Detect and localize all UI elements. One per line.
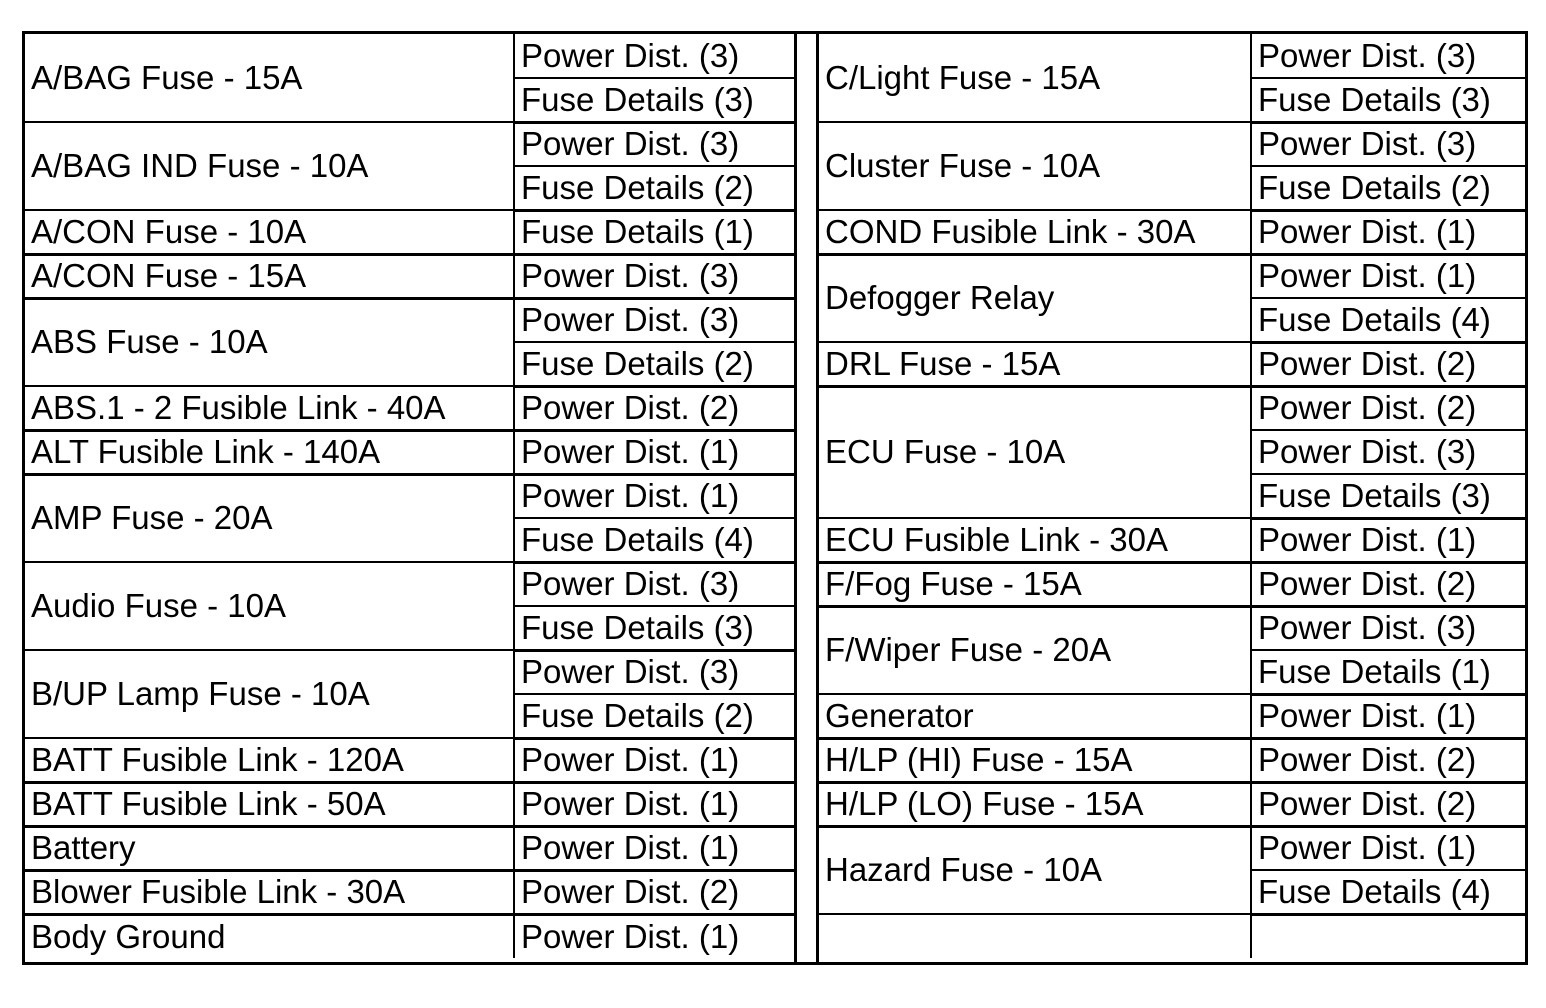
table-row: [819, 914, 1525, 958]
component-name: C/Light Fuse - 15A: [819, 34, 1251, 122]
component-name: F/Wiper Fuse - 20A: [819, 606, 1251, 694]
page-reference: Power Dist. (1): [1251, 826, 1525, 870]
table-row: [25, 870, 794, 914]
page-reference: Power Dist. (2): [1251, 782, 1525, 826]
page-reference: Power Dist. (2): [1251, 342, 1525, 386]
page-reference: Power Dist. (1): [514, 826, 794, 870]
component-name: AMP Fuse - 20A: [25, 474, 514, 562]
component-name: F/Fog Fuse - 15A: [819, 562, 1251, 606]
page-reference: Power Dist. (1): [1251, 694, 1525, 738]
page-reference: Power Dist. (3): [514, 34, 794, 78]
page-reference: Fuse Details (4): [514, 518, 794, 562]
component-name: COND Fusible Link - 30A: [819, 210, 1251, 254]
component-name: Body Ground: [25, 914, 514, 958]
table-row: [25, 782, 794, 826]
page-reference: Power Dist. (2): [514, 870, 794, 914]
component-name: Generator: [819, 694, 1251, 738]
component-name: Hazard Fuse - 10A: [819, 826, 1251, 914]
component-name: A/BAG Fuse - 15A: [25, 34, 514, 122]
page-reference: Power Dist. (3): [1251, 34, 1525, 78]
component-name: A/CON Fuse - 15A: [25, 254, 514, 298]
page-reference: Power Dist. (2): [1251, 386, 1525, 430]
component-name: A/BAG IND Fuse - 10A: [25, 122, 514, 210]
component-name: A/CON Fuse - 10A: [25, 210, 514, 254]
page-reference: Power Dist. (2): [1251, 738, 1525, 782]
table-row: [25, 254, 794, 298]
page-reference: Fuse Details (2): [1251, 166, 1525, 210]
table-row: [819, 826, 1525, 870]
component-name: Audio Fuse - 10A: [25, 562, 514, 650]
page-reference: Power Dist. (1): [514, 474, 794, 518]
page-reference: Power Dist. (2): [1251, 562, 1525, 606]
page-reference: Fuse Details (3): [1251, 78, 1525, 122]
page-reference: Fuse Details (2): [514, 342, 794, 386]
column-divider: [794, 34, 819, 962]
page-reference: Fuse Details (2): [514, 166, 794, 210]
page-reference: Fuse Details (1): [1251, 650, 1525, 694]
page-reference: Power Dist. (2): [514, 386, 794, 430]
page-reference: Fuse Details (2): [514, 694, 794, 738]
component-name: ECU Fuse - 10A: [819, 386, 1251, 518]
page-reference: Power Dist. (3): [1251, 122, 1525, 166]
page-reference: Power Dist. (3): [514, 254, 794, 298]
page-reference: Power Dist. (1): [514, 430, 794, 474]
page-reference: Power Dist. (1): [514, 738, 794, 782]
page-reference: Power Dist. (3): [514, 298, 794, 342]
page-reference: Power Dist. (1): [514, 782, 794, 826]
table-row: [25, 386, 794, 430]
table-row: [819, 122, 1525, 166]
page-reference: Power Dist. (3): [1251, 430, 1525, 474]
component-name: Battery: [25, 826, 514, 870]
table-row: [25, 562, 794, 606]
table-row: [25, 34, 794, 78]
table-row: [25, 298, 794, 342]
table-row: [25, 738, 794, 782]
table-row: [25, 430, 794, 474]
table-row: [819, 738, 1525, 782]
page-reference: Fuse Details (4): [1251, 870, 1525, 914]
table-row: [25, 826, 794, 870]
table-row: [25, 914, 794, 958]
component-name: ECU Fusible Link - 30A: [819, 518, 1251, 562]
component-name: Blower Fusible Link - 30A: [25, 870, 514, 914]
component-name: DRL Fuse - 15A: [819, 342, 1251, 386]
component-name: ABS Fuse - 10A: [25, 298, 514, 386]
page-reference: Power Dist. (3): [514, 562, 794, 606]
table-row: [819, 518, 1525, 562]
page-reference: Fuse Details (3): [1251, 474, 1525, 518]
fuse-index-sheet: [22, 31, 1528, 965]
table-row: [819, 210, 1525, 254]
right-index-table: [819, 34, 1525, 958]
page-reference: Fuse Details (3): [514, 78, 794, 122]
table-row: [819, 34, 1525, 78]
page-reference: Fuse Details (3): [514, 606, 794, 650]
table-row: [25, 650, 794, 694]
table-row: [25, 474, 794, 518]
component-name: B/UP Lamp Fuse - 10A: [25, 650, 514, 738]
component-name: H/LP (HI) Fuse - 15A: [819, 738, 1251, 782]
table-row: [819, 254, 1525, 298]
page-reference: Power Dist. (3): [514, 122, 794, 166]
component-name: [819, 914, 1251, 958]
page-reference: Power Dist. (3): [1251, 606, 1525, 650]
component-name: ALT Fusible Link - 140A: [25, 430, 514, 474]
table-row: [819, 342, 1525, 386]
table-row: [819, 694, 1525, 738]
component-name: BATT Fusible Link - 120A: [25, 738, 514, 782]
component-name: BATT Fusible Link - 50A: [25, 782, 514, 826]
page-reference: Power Dist. (3): [514, 650, 794, 694]
table-row: [819, 562, 1525, 606]
component-name: H/LP (LO) Fuse - 15A: [819, 782, 1251, 826]
table-row: [819, 386, 1525, 430]
page-reference: Fuse Details (1): [514, 210, 794, 254]
component-name: ABS.1 - 2 Fusible Link - 40A: [25, 386, 514, 430]
page-reference: Power Dist. (1): [1251, 518, 1525, 562]
page-reference: Power Dist. (1): [521, 917, 740, 955]
page-reference: Power Dist. (1): [1251, 254, 1525, 298]
page-reference: [1251, 914, 1525, 958]
table-row: [25, 210, 794, 254]
page-reference: Power Dist. (1): [1251, 210, 1525, 254]
table-row: [819, 782, 1525, 826]
component-name: Defogger Relay: [819, 254, 1251, 342]
component-name: Cluster Fuse - 10A: [819, 122, 1251, 210]
table-row: [25, 122, 794, 166]
left-index-table: [25, 34, 794, 958]
table-row: [819, 606, 1525, 650]
page-reference: Fuse Details (4): [1251, 298, 1525, 342]
